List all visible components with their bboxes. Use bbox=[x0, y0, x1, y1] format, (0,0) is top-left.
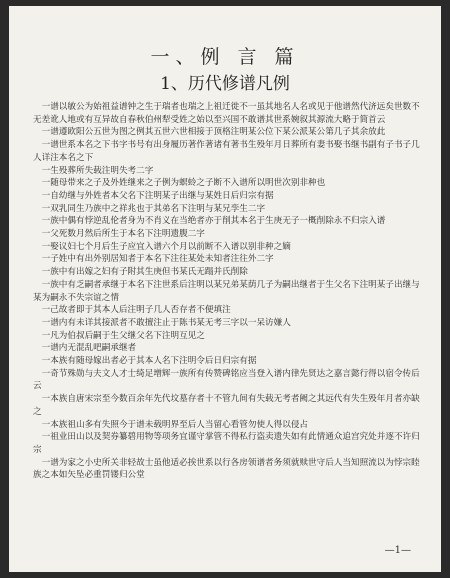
paragraph: 一族中偶有悖逆乱伦者身为不肖义在当绝者亦于削其本名于生庚无子一概削除永不归宗入谱 bbox=[41, 216, 386, 227]
paragraph: 一谱遵欧阳公五世为图之例其五世六世相接于顶格注明某公位下某公派某公第几子其余放此 bbox=[41, 127, 386, 138]
section-title: 一、例 言 篇 bbox=[150, 46, 300, 68]
paragraph: 一本族自唐宋宗至今数百余年先代坟墓存者十不管九间有失载无考者阙之其远代有失生殁年月者亦缺之 bbox=[33, 394, 420, 417]
paragraph: 一族中有出嫁之妇有子附其生庚但书某氏无蹋并氏削除 bbox=[41, 267, 248, 278]
header bbox=[9, 46, 441, 94]
paragraph: 一族中有乏嗣者承继于本名下注世系后注明以某兄弟某荫几子为嗣出继者于生父名下注明某子出继与某为嗣永不失宗谊之情 bbox=[33, 279, 420, 303]
paragraph: 一祖业田山以及契券纂碧用物等项务宜谨守掌管不得私行盗卖遗失如有此情通众追宫究处并逐不许归宗 bbox=[33, 432, 420, 455]
paragraph: 一谱世系本名之下书字书号有出身履历著作著诸有著书生殁年月日葬所有妻书娶书继书副有子书子几人详注本名之下 bbox=[33, 140, 420, 163]
paragraph: 一谱内有未详其接派者不敢擅注止于陈书某无考三字以一呆访嫌人 bbox=[41, 317, 291, 328]
document-body bbox=[33, 101, 421, 482]
paragraph: 一谱以敏公为始祖益谱钟之生于瑞者也瑞之上祖迁徙不一虽其地名人名或见于他谱然代济远矣世数不无差讹人地或有互异故自春秋伯州犁受姓之始以至兴国不敢谱其世系婉叙其源流大略于简首云 bbox=[33, 102, 420, 125]
paragraph: 一己故者即于其本人后注明子几人否存者不便填注 bbox=[41, 305, 231, 316]
paragraph: 一奇节殊勋与夫文人才士绮足增辉一族所有传赞碑铭应当登入谱内律先贤达之嘉言懿行得以宿令传后云 bbox=[33, 368, 420, 392]
paragraph: 一双乳同生乃族中之祥兆也于其弟名下注明与某兄孪生二字 bbox=[41, 203, 266, 214]
paragraph: 一本族祖山多有失照今于谱未载明界至后人当留心看管勿使人得以侵占 bbox=[41, 419, 309, 430]
paragraph: 一谱为家之小史所关非轻故士虽他适必挨世系以行各房领谱者务须就赎世守后人当知照流以为悖宗睦族之本如矢坠必重罚镂归公堂 bbox=[33, 457, 420, 481]
paragraph: 一凡为伯叔后嗣于生父继父名下注明互见之 bbox=[41, 330, 205, 341]
paragraph: 一子姓中有出外别居知者于本名下注往某处未知者注往外二字 bbox=[41, 254, 274, 265]
paragraph: 一生殁葬所失载注明失考二字 bbox=[41, 165, 154, 176]
document-page bbox=[9, 6, 441, 572]
section-subtitle: 1、历代修谱凡例 bbox=[160, 74, 290, 94]
page-number: —1— bbox=[384, 545, 411, 556]
paragraph: 一娶议妇七个月后生子应宜入谱六个月以前断不入谱以别非种之嫡 bbox=[41, 241, 291, 252]
paragraph: 一本族有随母嫁出者必于其本人名下注明令后日归宗有据 bbox=[41, 356, 257, 367]
paragraph: 一随母带来之子及外姓继来之子例为螟蛉之子断不入谱所以明世次别非种也 bbox=[41, 178, 326, 189]
paragraph: 一自幼继与外姓者本父名下注明某子出继与某姓日后归宗有据 bbox=[41, 190, 274, 201]
paragraph: 一父死数月然后所生于本名下注明遗腹二字 bbox=[41, 229, 205, 240]
paragraph: 一谱内无混乱吧嗣承继者 bbox=[41, 343, 137, 354]
